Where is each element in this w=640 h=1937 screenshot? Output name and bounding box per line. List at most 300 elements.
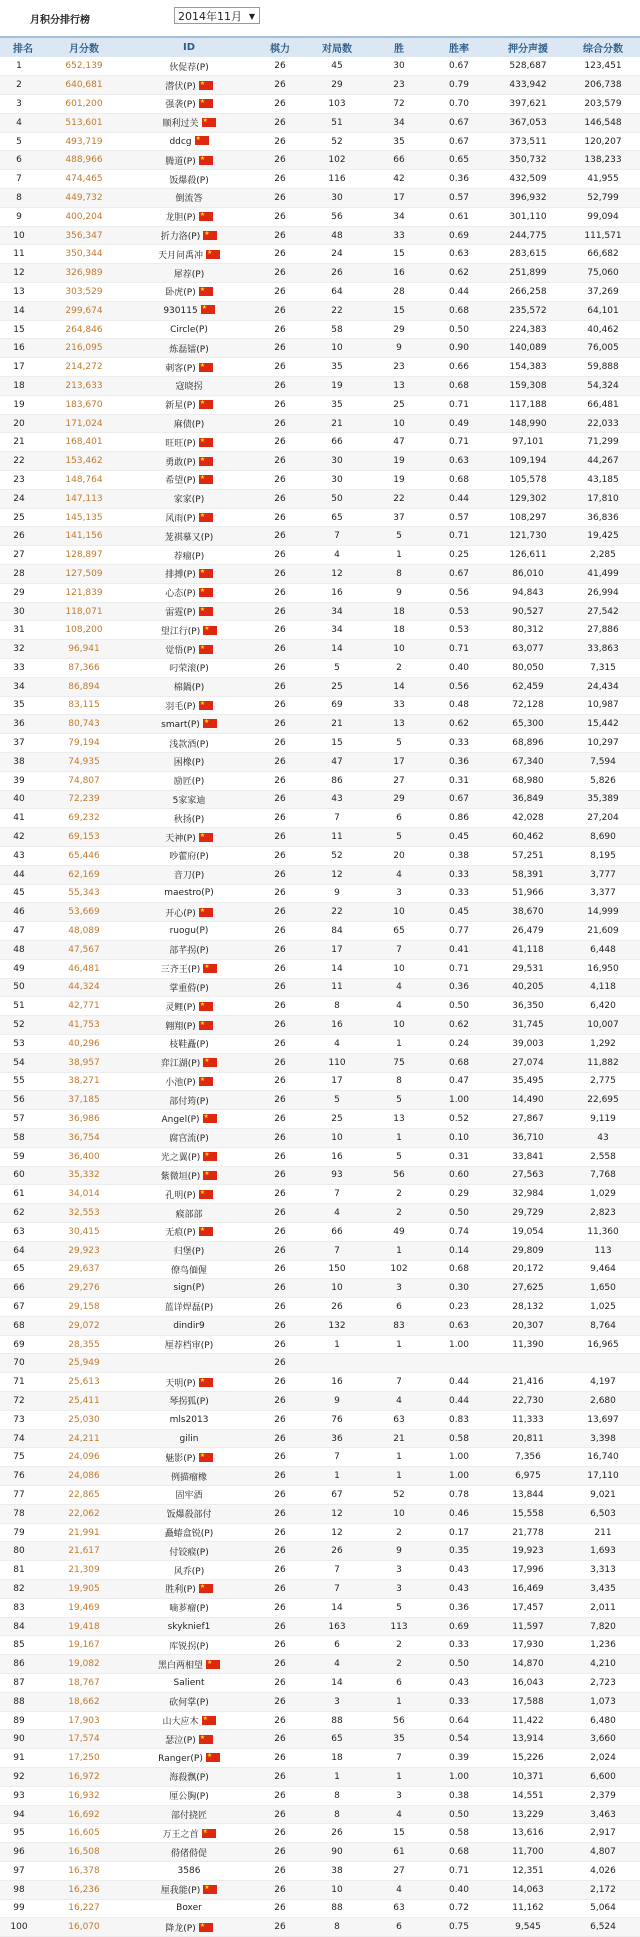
col-header-wins[interactable]: 胜 — [394, 44, 404, 55]
player-id[interactable] — [122, 301, 256, 320]
wins-cell-text: 34 — [393, 117, 405, 128]
player-id[interactable] — [122, 922, 256, 941]
player-id[interactable] — [122, 170, 256, 189]
page-title: 月积分排行榜 — [30, 15, 90, 26]
player-id[interactable] — [122, 959, 256, 978]
player-id[interactable] — [122, 414, 256, 433]
player-id[interactable] — [122, 1448, 256, 1467]
player-id-text: 希望(P) — [165, 476, 196, 487]
player-id[interactable] — [122, 1147, 256, 1166]
level-cell-text: 26 — [274, 982, 286, 993]
player-id-text: 部付筠(P) — [169, 1096, 209, 1107]
support-cell — [490, 1561, 566, 1580]
win-rate-cell — [428, 1730, 490, 1749]
games-cell — [304, 1768, 370, 1787]
player-id[interactable] — [122, 1768, 256, 1787]
games-cell — [304, 846, 370, 865]
table-row — [0, 1674, 640, 1693]
player-id[interactable] — [122, 1918, 256, 1937]
player-id[interactable] — [122, 1636, 256, 1655]
total-score-cell-text: 27,204 — [587, 813, 619, 824]
player-id[interactable] — [122, 1392, 256, 1411]
player-id-text: mls2013 — [169, 1414, 209, 1425]
rank-cell-text: 22 — [13, 456, 25, 467]
total-score-cell-text: 41,499 — [587, 568, 619, 579]
table-row — [0, 1561, 640, 1580]
wins-cell — [370, 1636, 428, 1655]
total-score-cell-text: 211 — [594, 1527, 612, 1538]
table-row — [0, 1711, 640, 1730]
win-rate-cell — [428, 1392, 490, 1411]
level-cell — [256, 602, 304, 621]
player-id[interactable] — [122, 865, 256, 884]
support-cell — [490, 1617, 566, 1636]
month-score-cell-text: 145,135 — [65, 512, 103, 523]
player-id[interactable] — [122, 377, 256, 396]
win-rate-cell-text: 0.71 — [448, 399, 470, 410]
wins-cell — [370, 1692, 428, 1711]
player-id[interactable] — [122, 790, 256, 809]
player-id-text: dindir9 — [173, 1320, 205, 1331]
player-id[interactable] — [122, 1034, 256, 1053]
player-id[interactable] — [122, 640, 256, 659]
player-id[interactable] — [122, 583, 256, 602]
player-id[interactable] — [122, 1504, 256, 1523]
player-id[interactable] — [122, 1805, 256, 1824]
rank-cell-text: 37 — [13, 738, 25, 749]
support-cell — [490, 1316, 566, 1335]
games-cell-text: 7 — [334, 1245, 340, 1256]
col-header-games[interactable]: 对局数 — [322, 44, 352, 55]
month-score-cell — [46, 1561, 122, 1580]
player-id[interactable] — [122, 358, 256, 377]
level-cell-text: 26 — [274, 230, 286, 241]
table-row — [0, 1260, 640, 1279]
total-score-cell-text: 6,480 — [590, 1715, 616, 1726]
player-id[interactable] — [122, 151, 256, 170]
player-id[interactable] — [122, 1598, 256, 1617]
col-header-total[interactable]: 综合分数 — [583, 44, 623, 55]
month-score-cell — [46, 583, 122, 602]
player-id[interactable] — [122, 1354, 256, 1373]
games-cell — [304, 1072, 370, 1091]
player-id-text: 黑白两相望 — [157, 1660, 203, 1671]
level-cell — [256, 677, 304, 696]
player-id[interactable] — [122, 940, 256, 959]
games-cell — [304, 1749, 370, 1768]
player-id[interactable] — [122, 677, 256, 696]
table-row — [0, 1354, 640, 1373]
player-id-text: ddcg — [169, 137, 192, 148]
china-flag-icon — [202, 1716, 216, 1725]
player-id[interactable] — [122, 207, 256, 226]
win-rate-cell — [428, 471, 490, 490]
support-cell — [490, 170, 566, 189]
player-id[interactable] — [122, 659, 256, 678]
support-cell — [490, 489, 566, 508]
player-id[interactable] — [122, 433, 256, 452]
player-id[interactable] — [122, 1410, 256, 1429]
player-id[interactable] — [122, 76, 256, 95]
games-cell-text: 1 — [334, 1471, 340, 1482]
level-cell — [256, 828, 304, 847]
level-cell — [256, 339, 304, 358]
total-score-cell — [566, 1166, 640, 1185]
win-rate-cell — [428, 546, 490, 565]
support-cell — [490, 57, 566, 76]
rank-cell — [0, 734, 46, 753]
player-id[interactable] — [122, 771, 256, 790]
month-score-cell-text: 153,462 — [65, 456, 103, 467]
month-score-cell — [46, 1185, 122, 1204]
games-cell — [304, 151, 370, 170]
games-cell — [304, 1862, 370, 1881]
month-score-cell — [46, 865, 122, 884]
rank-cell — [0, 997, 46, 1016]
rank-cell — [0, 1410, 46, 1429]
month-score-cell — [46, 320, 122, 339]
rank-cell — [0, 696, 46, 715]
level-cell — [256, 1580, 304, 1599]
rank-cell — [0, 1467, 46, 1486]
wins-cell-text: 61 — [393, 1847, 405, 1858]
month-score-cell — [46, 339, 122, 358]
col-header-support[interactable]: 押分声援 — [508, 44, 548, 55]
player-id[interactable] — [122, 489, 256, 508]
support-cell — [490, 1016, 566, 1035]
rank-cell — [0, 884, 46, 903]
rank-cell — [0, 1561, 46, 1580]
level-cell — [256, 1467, 304, 1486]
player-id[interactable] — [122, 1542, 256, 1561]
player-id[interactable] — [122, 471, 256, 490]
player-id-text: 望江行(P) — [160, 626, 201, 637]
wins-cell-text: 1 — [396, 1771, 402, 1782]
table-row — [0, 1034, 640, 1053]
player-id[interactable] — [122, 95, 256, 114]
month-select[interactable] — [174, 7, 260, 24]
support-cell-text: 68,980 — [512, 775, 544, 786]
player-id[interactable] — [122, 320, 256, 339]
win-rate-cell — [428, 1410, 490, 1429]
table-row — [0, 715, 640, 734]
support-cell-text: 62,459 — [512, 681, 544, 692]
win-rate-cell-text: 0.67 — [448, 794, 470, 805]
player-id[interactable] — [122, 978, 256, 997]
games-cell — [304, 358, 370, 377]
player-id[interactable] — [122, 1260, 256, 1279]
support-cell-text: 19,054 — [512, 1226, 544, 1237]
player-id[interactable] — [122, 696, 256, 715]
player-id[interactable] — [122, 1674, 256, 1693]
player-id[interactable] — [122, 809, 256, 828]
player-id[interactable] — [122, 339, 256, 358]
win-rate-cell — [428, 1749, 490, 1768]
games-cell — [304, 132, 370, 151]
player-id[interactable] — [122, 1486, 256, 1505]
total-score-cell-text: 27,886 — [587, 625, 619, 636]
player-id[interactable] — [122, 1429, 256, 1448]
wins-cell-text: 17 — [393, 192, 405, 203]
win-rate-cell — [428, 339, 490, 358]
player-id[interactable] — [122, 1185, 256, 1204]
support-cell — [490, 940, 566, 959]
rank-cell-text: 21 — [13, 437, 25, 448]
rank-cell-text: 45 — [13, 888, 25, 899]
wins-cell — [370, 189, 428, 208]
rank-cell — [0, 1241, 46, 1260]
table-row — [0, 1185, 640, 1204]
col-header-month-score[interactable]: 月分数 — [69, 44, 99, 55]
player-id[interactable] — [122, 1617, 256, 1636]
level-cell-text: 26 — [274, 1753, 286, 1764]
player-id[interactable] — [122, 1016, 256, 1035]
player-id[interactable] — [122, 1373, 256, 1392]
support-cell — [490, 1072, 566, 1091]
level-cell-text: 26 — [274, 1527, 286, 1538]
player-id[interactable] — [122, 546, 256, 565]
table-row — [0, 151, 640, 170]
player-id[interactable] — [122, 1166, 256, 1185]
support-cell-text: 7,356 — [515, 1452, 541, 1463]
player-id[interactable] — [122, 1241, 256, 1260]
level-cell — [256, 1486, 304, 1505]
player-id[interactable] — [122, 1692, 256, 1711]
china-flag-icon — [203, 231, 217, 240]
player-id[interactable] — [122, 132, 256, 151]
games-cell-text: 1 — [334, 1339, 340, 1350]
player-id[interactable] — [122, 903, 256, 922]
player-id-text: 音刀(P) — [173, 871, 205, 882]
rank-cell-text: 52 — [13, 1020, 25, 1031]
player-id[interactable] — [122, 226, 256, 245]
level-cell — [256, 245, 304, 264]
month-select-value: 2014年11月 — [178, 10, 242, 23]
games-cell — [304, 922, 370, 941]
wins-cell-text: 13 — [393, 1114, 405, 1125]
win-rate-cell-text: 0.14 — [448, 1245, 470, 1256]
player-id[interactable] — [122, 1899, 256, 1918]
total-score-cell-text: 11,360 — [587, 1226, 619, 1237]
support-cell — [490, 1523, 566, 1542]
rank-cell — [0, 771, 46, 790]
player-id[interactable] — [122, 283, 256, 302]
total-score-cell — [566, 95, 640, 114]
player-id[interactable] — [122, 1749, 256, 1768]
month-score-cell-text: 29,276 — [68, 1283, 100, 1294]
wins-cell — [370, 809, 428, 828]
wins-cell-text: 19 — [393, 456, 405, 467]
month-score-cell — [46, 1166, 122, 1185]
total-score-cell — [566, 659, 640, 678]
level-cell-text: 26 — [274, 1771, 286, 1782]
level-cell-text: 26 — [274, 1546, 286, 1557]
month-score-cell-text: 16,508 — [68, 1847, 100, 1858]
games-cell — [304, 640, 370, 659]
level-cell — [256, 283, 304, 302]
games-cell-text: 12 — [331, 1508, 343, 1519]
month-score-cell-text: 16,932 — [68, 1790, 100, 1801]
player-id[interactable] — [122, 1110, 256, 1129]
support-cell-text: 105,578 — [509, 474, 547, 485]
china-flag-icon — [199, 645, 213, 654]
wins-cell — [370, 283, 428, 302]
total-score-cell-text: 43,185 — [587, 474, 619, 485]
wins-cell — [370, 1204, 428, 1223]
col-header-win-rate[interactable]: 胜率 — [449, 44, 469, 55]
rank-cell-text: 26 — [13, 531, 25, 542]
support-cell-text: 15,226 — [512, 1753, 544, 1764]
month-score-cell-text: 69,153 — [68, 832, 100, 843]
rank-cell — [0, 546, 46, 565]
player-id[interactable] — [122, 452, 256, 471]
month-score-cell — [46, 1598, 122, 1617]
total-score-cell — [566, 1862, 640, 1881]
player-id[interactable] — [122, 828, 256, 847]
level-cell-text: 26 — [274, 1020, 286, 1031]
player-id[interactable] — [122, 1730, 256, 1749]
table-row — [0, 959, 640, 978]
player-id[interactable] — [122, 846, 256, 865]
total-score-cell-text: 10,987 — [587, 700, 619, 711]
player-id[interactable] — [122, 1655, 256, 1674]
player-id[interactable] — [122, 57, 256, 76]
player-id-text: 叼荣滚(P) — [169, 664, 209, 675]
player-id[interactable] — [122, 1222, 256, 1241]
level-cell — [256, 358, 304, 377]
player-id[interactable] — [122, 264, 256, 283]
player-id-text: 孔明(P) — [165, 1190, 196, 1201]
player-id[interactable] — [122, 1843, 256, 1862]
level-cell — [256, 1091, 304, 1110]
win-rate-cell-text: 1.00 — [448, 1452, 470, 1463]
wins-cell — [370, 1410, 428, 1429]
total-score-cell-text: 1,025 — [590, 1301, 616, 1312]
wins-cell — [370, 1034, 428, 1053]
win-rate-cell — [428, 1486, 490, 1505]
player-id[interactable] — [122, 527, 256, 546]
player-id[interactable] — [122, 1053, 256, 1072]
level-cell-text: 26 — [274, 775, 286, 786]
total-score-cell-text: 44,267 — [587, 456, 619, 467]
total-score-cell — [566, 264, 640, 283]
rank-cell-text: 54 — [13, 1057, 25, 1068]
player-id[interactable] — [122, 189, 256, 208]
player-id[interactable] — [122, 734, 256, 753]
player-id[interactable] — [122, 1561, 256, 1580]
rank-cell — [0, 1091, 46, 1110]
month-score-cell — [46, 828, 122, 847]
player-id[interactable] — [122, 1128, 256, 1147]
col-header-rank[interactable]: 排名 — [13, 44, 33, 55]
total-score-cell-text: 75,060 — [587, 268, 619, 279]
table-row — [0, 1749, 640, 1768]
wins-cell-text: 9 — [396, 343, 402, 354]
wins-cell-text: 35 — [393, 1734, 405, 1745]
level-cell — [256, 489, 304, 508]
player-id[interactable] — [122, 1824, 256, 1843]
player-id[interactable] — [122, 1279, 256, 1298]
player-id[interactable] — [122, 1711, 256, 1730]
player-id-text: 三齐王(P) — [160, 965, 201, 976]
wins-cell — [370, 1354, 428, 1373]
player-id[interactable] — [122, 1580, 256, 1599]
total-score-cell — [566, 565, 640, 584]
win-rate-cell — [428, 395, 490, 414]
games-cell-text: 163 — [328, 1621, 346, 1632]
wins-cell — [370, 151, 428, 170]
player-id[interactable] — [122, 1335, 256, 1354]
player-id[interactable] — [122, 1298, 256, 1317]
win-rate-cell — [428, 1429, 490, 1448]
rank-cell — [0, 433, 46, 452]
wins-cell — [370, 1674, 428, 1693]
player-id[interactable] — [122, 1880, 256, 1899]
wins-cell — [370, 170, 428, 189]
win-rate-cell-text: 0.62 — [448, 268, 470, 279]
player-id[interactable] — [122, 621, 256, 640]
player-id[interactable] — [122, 395, 256, 414]
support-cell — [490, 1091, 566, 1110]
rank-cell — [0, 245, 46, 264]
month-score-cell-text: 72,239 — [68, 794, 100, 805]
win-rate-cell-text: 0.44 — [448, 286, 470, 297]
support-cell-text: 27,074 — [512, 1057, 544, 1068]
games-cell — [304, 113, 370, 132]
win-rate-cell — [428, 207, 490, 226]
rank-cell — [0, 1279, 46, 1298]
col-header-level[interactable]: 棋力 — [270, 44, 290, 55]
player-id[interactable] — [122, 113, 256, 132]
player-id[interactable] — [122, 1316, 256, 1335]
player-id[interactable] — [122, 1467, 256, 1486]
total-score-cell-text: 9,119 — [590, 1114, 616, 1125]
level-cell-text: 26 — [274, 1395, 286, 1406]
player-id-text: 瑟泣(P) — [165, 1735, 196, 1746]
level-cell-text: 26 — [274, 662, 286, 673]
games-cell-text: 48 — [331, 230, 343, 241]
total-score-cell-text: 2,011 — [590, 1602, 616, 1613]
player-id[interactable] — [122, 997, 256, 1016]
total-score-cell — [566, 790, 640, 809]
player-id-text: 胜利(P) — [165, 1585, 196, 1596]
player-id[interactable] — [122, 1523, 256, 1542]
player-id[interactable] — [122, 884, 256, 903]
player-id[interactable] — [122, 752, 256, 771]
player-id[interactable] — [122, 508, 256, 527]
games-cell-text: 45 — [331, 61, 343, 72]
wins-cell — [370, 1899, 428, 1918]
col-header-id[interactable]: ID — [182, 42, 196, 53]
player-id[interactable] — [122, 1091, 256, 1110]
wins-cell — [370, 696, 428, 715]
table-row — [0, 752, 640, 771]
player-id[interactable] — [122, 715, 256, 734]
rank-cell — [0, 151, 46, 170]
player-id[interactable] — [122, 1862, 256, 1881]
player-id[interactable] — [122, 1072, 256, 1091]
player-id[interactable] — [122, 245, 256, 264]
month-score-cell-text: 35,332 — [68, 1170, 100, 1181]
player-id[interactable] — [122, 565, 256, 584]
player-id[interactable] — [122, 1786, 256, 1805]
month-score-cell-text: 38,957 — [68, 1057, 100, 1068]
player-id[interactable] — [122, 1204, 256, 1223]
games-cell — [304, 1542, 370, 1561]
wins-cell — [370, 1598, 428, 1617]
support-cell-text: 266,258 — [509, 286, 547, 297]
player-id[interactable] — [122, 602, 256, 621]
